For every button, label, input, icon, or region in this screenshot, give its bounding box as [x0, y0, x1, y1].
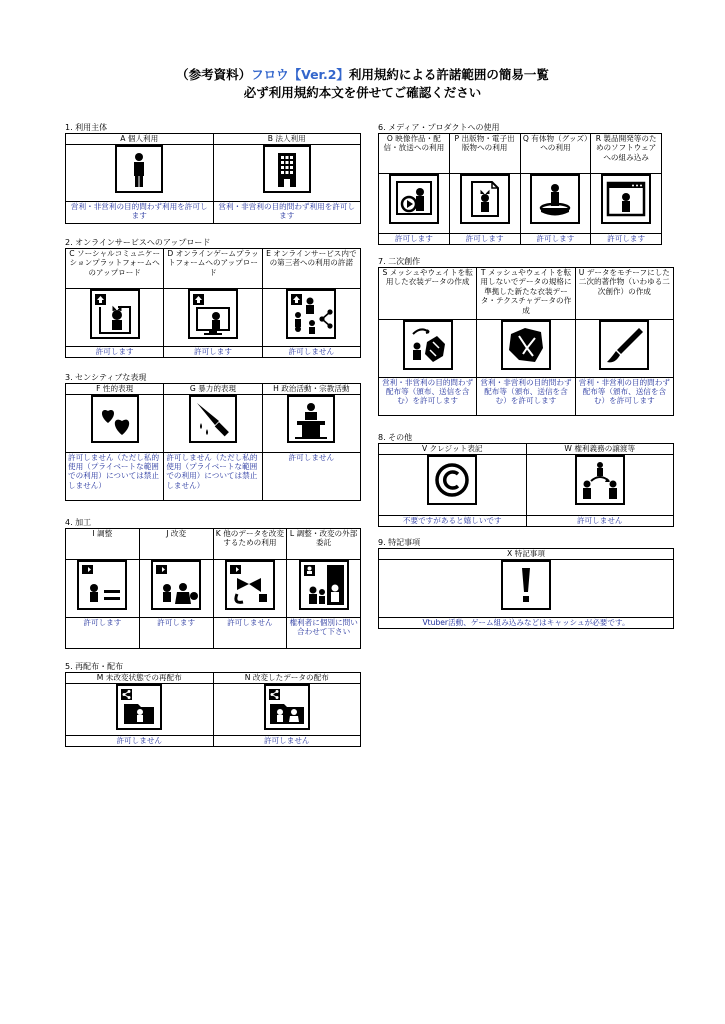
item-label: X 特記事項	[379, 549, 674, 560]
section-media-products: 6. メディア・プロダクトへの使用 O 映像作品・配信・放送への利用 P 出版物・電子出版物への利用 Q 有体物（グッズ）への利用 R 製品開発等のためのソフトウェアへの組み込み 許可します 許可します 許可します 許可します	[378, 122, 662, 245]
item-result: 許可しません	[262, 347, 360, 358]
item-result: 許可しません（ただし私的使用（プライベートな範囲での利用）については禁止しません）	[164, 453, 262, 501]
transfer-rights-icon	[575, 455, 625, 505]
item-result: 許可しません	[213, 618, 287, 649]
item-result: 許可しません	[213, 736, 361, 747]
section-processing: 4. 加工 I 調整 J 改変 K 他のデータを改変するための利用 L 調整・改変の外部委託 許可します 許可します 許可しません 権利者に個別に問い合わせて下さい	[65, 517, 361, 649]
section-table	[378, 267, 674, 416]
page-title: （参考資料）フロウ【Ver.2】利用規約による許諾範囲の簡易一覧	[176, 67, 549, 82]
brush-icon	[599, 320, 649, 370]
item-result: 権利者に個別に問い合わせて下さい	[287, 618, 361, 649]
section-sensitive-expression: 3. センシティブな表現 F 性的表現 G 暴力的表現 H 政治活動・宗教活動 許可しません（ただし私的使用（プライベートな範囲での利用）については禁止しません） 許可しません（ただし私的使用（プライベートな範囲での利用）については禁止しません） 許可しません	[65, 372, 361, 501]
publication-icon	[460, 174, 510, 224]
section-special-notes: 9. 特記事項 X 特記事項 Vtuber活動、ゲーム組み込みなどはキャッシュが必要です。	[378, 537, 674, 629]
item-result: 営利・非営利の目的問わず利用を許可します	[213, 202, 361, 224]
item-result: 許可しません	[262, 453, 360, 501]
section-redistribution: 5. 再配布・配布 M 未改変状態での再配布 N 改変したデータの配布 許可しません 許可しません	[65, 661, 361, 747]
item-label: F 性的表現	[66, 384, 164, 395]
item-label: D オンラインゲームプラットフォームへのアップロード	[164, 249, 262, 289]
item-result: 不要ですがあると嬉しいです	[379, 516, 527, 527]
item-result: 営利・非営利の目的問わず利用を許可します	[66, 202, 214, 224]
item-result: 許可します	[66, 347, 164, 358]
knife-icon	[189, 395, 237, 443]
item-label: C ソーシャルコミュニケーションプラットフォームへのアップロード	[66, 249, 164, 289]
item-label: T メッシュやウェイトを転用しないでデータの規格に準拠した新たな衣装データ・テクスチャデータの作成	[477, 268, 575, 320]
item-label: R 製品開発等のためのソフトウェアへの組み込み	[591, 134, 662, 174]
item-label: S メッシュやウェイトを転用した衣装データの作成	[379, 268, 477, 320]
outsource-icon	[299, 560, 349, 610]
section-table	[378, 443, 674, 527]
section-derivative-works: 7. 二次創作 S メッシュやウェイトを転用した衣装データの作成 T メッシュやウェイトを転用しないでデータの規格に準拠した新たな衣装データ・テクスチャデータの作成 U データをモチーフにした二次的著作物（いわゆる二次創作）の作成 営利・非営利の目的問わず配布等（頒布、送信を含む）を許可します 営利・非営利の目的問わず配布等（頒布、送信を含む）を許可します 営利・非営利の目的問わず配布等（頒布、送信を含む）を許可します	[378, 256, 674, 416]
person-icon	[115, 145, 163, 193]
adjust-icon	[77, 560, 127, 610]
item-result: 許可しません	[66, 736, 214, 747]
item-result: 許可します	[139, 618, 213, 649]
upload-game-icon	[188, 289, 238, 339]
item-label: W 権利義務の譲渡等	[526, 444, 674, 455]
page-subtitle: 必ず利用規約本文を併せてご確認ください	[243, 85, 482, 100]
item-label: I 調整	[66, 529, 140, 560]
section-table	[65, 383, 361, 501]
section-other: 8. その他 V クレジット表記 W 権利義務の譲渡等 不要ですがあると嬉しいです 許可しません	[378, 432, 674, 527]
podium-icon	[287, 395, 335, 443]
item-label: N 改変したデータの配布	[213, 673, 361, 684]
section-usage-subject: 1. 利用主体 A 個人利用 B 法人利用 営利・非営利の目的問わず利用を許可します 営利・非営利の目的問わず利用を許可します	[65, 122, 361, 224]
item-label: L 調整・改変の外部委託	[287, 529, 361, 560]
section-online-upload: 2. オンラインサービスへのアップロード C ソーシャルコミュニケーションプラットフォームへのアップロード D オンラインゲームプラットフォームへのアップロード E オンラインサービス内での第三者への利用の許諾 許可します 許可します 許可しません	[65, 237, 361, 358]
item-result: 許可します	[591, 234, 662, 245]
item-label: G 暴力的表現	[164, 384, 262, 395]
item-label: O 映像作品・配信・放送への利用	[379, 134, 450, 174]
item-label: U データをモチーフにした二次的著作物（いわゆる二次創作）の作成	[575, 268, 673, 320]
ribbon-icon	[225, 560, 275, 610]
item-result: 営利・非営利の目的問わず配布等（頒布、送信を含む）を許可します	[379, 378, 477, 416]
copyright-icon	[427, 455, 477, 505]
distribute-modified-icon	[264, 684, 310, 730]
redistribute-icon	[116, 684, 162, 730]
section-table	[378, 133, 662, 245]
video-icon	[389, 174, 439, 224]
figure-icon	[530, 174, 580, 224]
item-result: 営利・非営利の目的問わず配布等（頒布、送信を含む）を許可します	[477, 378, 575, 416]
section-table	[378, 548, 674, 629]
hearts-icon	[91, 395, 139, 443]
section-table	[65, 133, 361, 224]
item-result: 営利・非営利の目的問わず配布等（頒布、送信を含む）を許可します	[575, 378, 673, 416]
item-label: A 個人利用	[66, 134, 214, 145]
item-label: H 政治活動・宗教活動	[262, 384, 360, 395]
item-label: V クレジット表記	[379, 444, 527, 455]
modify-icon	[151, 560, 201, 610]
item-result: 許可します	[66, 618, 140, 649]
item-result: Vtuber活動、ゲーム組み込みなどはキャッシュが必要です。	[379, 618, 674, 629]
item-label: E オンラインサービス内での第三者への利用の許諾	[262, 249, 360, 289]
item-result: 許可します	[449, 234, 520, 245]
item-result: 許可します	[520, 234, 591, 245]
item-label: M 未改変状態での再配布	[66, 673, 214, 684]
section-table	[65, 528, 361, 649]
new-cloth-icon	[501, 320, 551, 370]
item-label: K 他のデータを改変するための利用	[213, 529, 287, 560]
item-result: 許可します	[164, 347, 262, 358]
item-result: 許可しません（ただし私的使用（プライベートな範囲での利用）については禁止しません）	[66, 453, 164, 501]
item-label: B 法人利用	[213, 134, 361, 145]
item-label: J 改変	[139, 529, 213, 560]
section-table	[65, 248, 361, 358]
item-result: 許可します	[379, 234, 450, 245]
section-table	[65, 672, 361, 747]
item-result: 許可しません	[526, 516, 674, 527]
software-icon	[601, 174, 651, 224]
upload-social-icon	[90, 289, 140, 339]
item-label: Q 有体物（グッズ）への利用	[520, 134, 591, 174]
item-label: P 出版物・電子出版物への利用	[449, 134, 520, 174]
exclamation-icon	[501, 560, 551, 610]
building-icon	[263, 145, 311, 193]
share-third-party-icon	[286, 289, 336, 339]
cloth-transfer-icon	[403, 320, 453, 370]
